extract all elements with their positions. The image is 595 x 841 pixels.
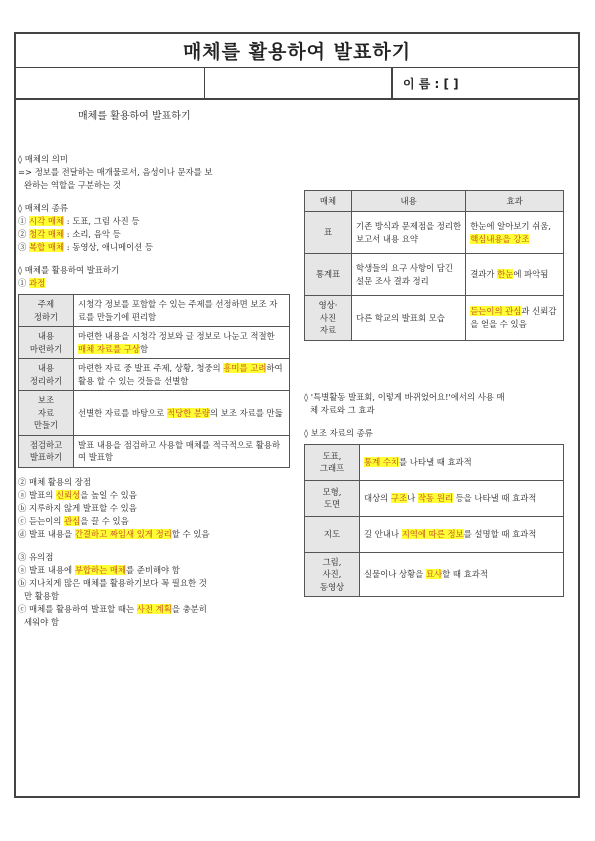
caution-b-2: 만 활용함	[24, 590, 60, 601]
table-row	[305, 296, 564, 341]
kind-multi: ③ 복합 매체 : 동영상, 애니메이션 등	[18, 242, 154, 252]
process-desc-1: 마련한 내용을 시청각 정보와 글 정보로 나눈고 적절한 매체 자료를 구상함	[74, 327, 290, 359]
aux-desc-0: 통계 수치를 나타낼 때 효과적	[360, 444, 564, 480]
merit-c: ⓒ 듣는이의 관심을 끌 수 있음	[18, 515, 129, 526]
media-key-2: 영상· 사진 자료	[305, 296, 352, 341]
process-desc-4: 발표 내용을 점검하고 사용할 매체를 적극적으로 활용하여 발표함	[74, 435, 290, 467]
media-effect-0: 한눈에 알아보기 쉬움, 핵심내용을 강조	[466, 212, 564, 254]
process-step-2: 내용 정리하기	[19, 359, 74, 391]
right-column	[304, 190, 564, 597]
highlight: 묘사	[425, 569, 443, 579]
table-row	[19, 391, 290, 436]
process-step-4: 점검하고 발표하기	[19, 435, 74, 467]
title-row	[16, 34, 578, 68]
table-row	[305, 212, 564, 254]
merit-b: ⓑ 지루하지 않게 발표할 수 있음	[18, 502, 137, 513]
caution-heading: ③ 유의점	[18, 551, 54, 562]
highlight: 작동 원리	[417, 492, 453, 503]
event-heading-2: 체 자료와 그 효과	[310, 404, 375, 415]
media-content-1: 학생들의 요구 사항이 담긴 설문 조사 결과 정리	[352, 254, 466, 296]
blank-cell-2	[205, 68, 393, 98]
left-column	[18, 110, 290, 629]
subtitle: 매체를 활용하여 발표하기	[78, 111, 191, 122]
merit-a: ⓐ 발표의 신뢰성을 높일 수 있음	[18, 489, 137, 500]
name-field[interactable]: 이 름 : [ ]	[403, 76, 459, 91]
kind-audio: ② 청각 매체 : 소리, 음악 등	[18, 229, 121, 239]
process-desc-0: 시청각 정보를 포함할 수 있는 주제를 선정하면 보조 자료를 만들기에 편리함	[74, 295, 290, 327]
process-desc-3: 선별한 자료를 바탕으로 적당한 분량의 보조 자료를 만듦	[74, 391, 290, 436]
process-step-3: 보조 자료 만들기	[19, 391, 74, 436]
merit-d: ⓓ 발표 내용을 간결하고 짜임새 있게 정리할 수 있음	[18, 528, 210, 539]
table-row	[19, 435, 290, 467]
table-row	[19, 295, 290, 327]
process-desc-2: 마련한 자료 중 발표 주제, 상황, 청중의 흥미를 고려하여 활용 할 수 있는 것들을 선별함	[74, 359, 290, 391]
highlight: 흥미를 고려	[223, 363, 267, 373]
caution-b-1: ⓑ 지나치게 많은 매체를 활용하기보다 꼭 필요한 것	[18, 577, 207, 588]
meaning-heading: ◊ 매체의 의미	[18, 154, 68, 164]
merit-heading: ② 매체 활용의 장점	[18, 476, 91, 487]
highlight: 지역에 따른 정보	[401, 528, 464, 539]
aux-key-3: 그림, 사진, 동영상	[305, 552, 360, 597]
media-content-2: 다른 학교의 발표회 모습	[352, 296, 466, 341]
table-row	[305, 552, 564, 597]
table-row	[305, 444, 564, 480]
kinds-heading: ◊ 매체의 종류	[18, 203, 68, 213]
media-effect-2: 듣는이의 관심과 신뢰감을 얻을 수 있음	[466, 296, 564, 341]
blank-cell-1	[16, 68, 205, 98]
caution-c-1: ⓒ 매체를 활용하여 발표할 때는 사전 계획을 충분히	[18, 603, 207, 614]
kind-visual: ① 시각 매체 : 도표, 그림 사진 등	[18, 216, 140, 226]
media-header-media: 매체	[305, 191, 352, 212]
highlight: 한눈	[497, 269, 514, 280]
highlight: 적당한 분량	[166, 407, 211, 418]
table-row	[19, 359, 290, 391]
highlight: 구조	[390, 492, 408, 503]
present-heading: ◊ 매체를 활용하여 발표하기	[18, 265, 120, 275]
highlight: 듣는이의 관심	[470, 306, 522, 317]
media-content-0: 기존 방식과 문제점을 정리한 보고서 내용 요약	[352, 212, 466, 254]
aux-key-0: 도표, 그래프	[305, 444, 360, 480]
page-title: 매체를 활용하여 발표하기	[182, 41, 412, 63]
aux-desc-1: 대상의 구조나 작동 원리 등을 나타낼 때 효과적	[360, 480, 564, 516]
process-table	[18, 294, 290, 468]
media-key-1: 통계표	[305, 254, 352, 296]
aux-heading: ◊ 보조 자료의 종류	[304, 427, 373, 438]
process-step-1: 내용 마련하기	[19, 327, 74, 359]
aux-key-1: 모형, 도면	[305, 480, 360, 516]
table-row	[305, 254, 564, 296]
media-header-effect: 효과	[466, 191, 564, 212]
table-row	[19, 327, 290, 359]
aux-key-2: 지도	[305, 516, 360, 552]
name-row	[16, 68, 578, 100]
caution-c-3: 세워야 함	[24, 616, 60, 627]
aux-desc-2: 길 안내나 지역에 따른 정보를 설명할 때 효과적	[360, 516, 564, 552]
meaning-body-2: 완하는 역할을 구분하는 것	[24, 180, 121, 190]
caution-a: ⓐ 발표 내용에 부합하는 매체를 준비해야 함	[18, 564, 180, 575]
meaning-body-1: => 정보를 전달하는 매개물로서, 음성이나 문자를 보	[18, 167, 213, 177]
media-key-0: 표	[305, 212, 352, 254]
aux-table	[304, 444, 564, 598]
media-effect-1: 결과가 한눈에 파악됨	[466, 254, 564, 296]
highlight: 매체 자료를 구상	[78, 343, 140, 354]
highlight: 핵심내용을 강조	[470, 233, 530, 244]
table-row	[305, 516, 564, 552]
media-header-content: 내용	[352, 191, 466, 212]
aux-desc-3: 실물이나 상황을 묘사할 때 효과적	[360, 552, 564, 597]
process-heading: ① 과정	[18, 278, 46, 288]
process-step-0: 주제 정하기	[19, 295, 74, 327]
event-heading-1: ◊ '특별활동 발표회, 이렇게 바뀌었어요!'에서의 사용 매	[304, 391, 505, 402]
highlight: 통계 수치	[364, 456, 400, 467]
table-row	[305, 480, 564, 516]
media-table	[304, 190, 564, 341]
